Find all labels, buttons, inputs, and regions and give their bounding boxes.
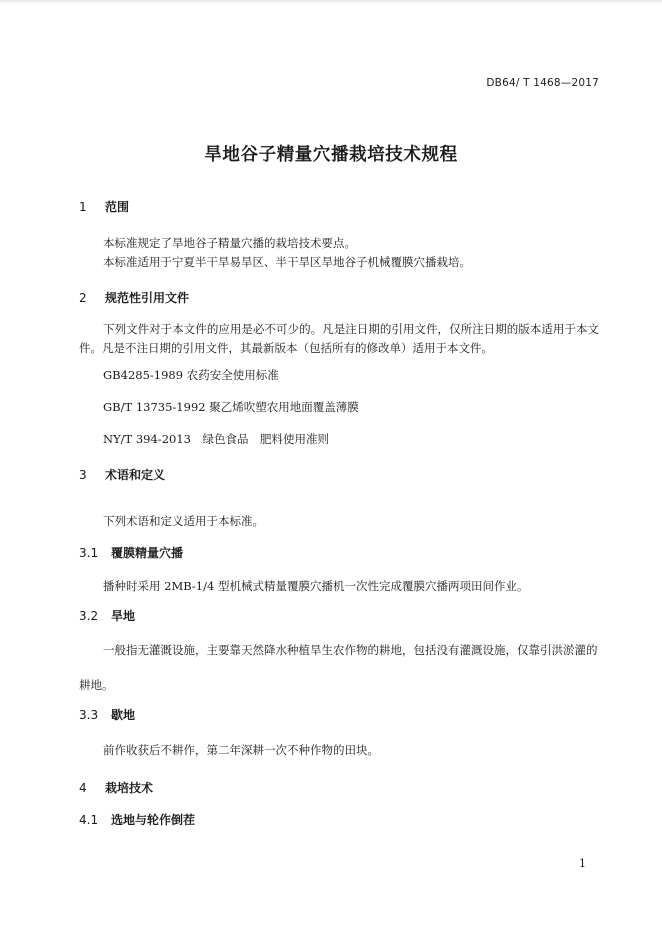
section-number: 1 xyxy=(79,200,87,214)
definition-3-2-line-2: 耕地。 xyxy=(79,678,114,692)
reference-intro-paragraph: 下列文件对于本文件的应用是必不可少的。凡是注日期的引用文件，仅所注日期的版本适用于本文件。凡是不注日期的引用文件，其最新版本（包括所有的修改单）适用于本文件。 xyxy=(79,322,599,355)
reference-item-2: GB/T 13735-1992 聚乙烯吹塑农用地面覆盖薄膜 xyxy=(103,400,359,414)
section-title: 歇地 xyxy=(111,708,136,722)
section-title: 覆膜精量穴播 xyxy=(111,546,184,560)
reference-item-3: NY/T 394-2013 绿色食品 肥料使用准则 xyxy=(103,432,329,446)
definition-3-2-line-1: 一般指无灌溉设施，主要靠天然降水种植旱生农作物的耕地，包括没有灌溉设施，仅靠引洪淤灌的 xyxy=(103,643,598,657)
section-heading-3-3 xyxy=(79,706,135,723)
section-heading-3-1 xyxy=(79,544,183,561)
section-heading-1 xyxy=(79,198,129,215)
section-number: 3 xyxy=(79,468,87,482)
section-number: 3.2 xyxy=(79,609,99,623)
section-title: 规范性引用文件 xyxy=(105,291,190,305)
section-title: 栽培技术 xyxy=(105,781,154,795)
section-number: 2 xyxy=(79,291,87,305)
standard-code: DB64/ T 1468—2017 xyxy=(486,77,599,89)
section-number: 4 xyxy=(79,781,87,795)
section-heading-2 xyxy=(79,289,189,306)
section-heading-3 xyxy=(79,466,165,483)
reference-item-1: GB4285-1989 农药安全使用标准 xyxy=(103,368,279,382)
document-title: 旱地谷子精量穴播栽培技术规程 xyxy=(204,145,458,165)
definition-3-1: 播种时采用 2MB-1/4 型机械式精量覆膜穴播机一次性完成覆膜穴播两项田间作业。 xyxy=(103,579,529,593)
page-number: 1 xyxy=(579,857,586,870)
section-title: 旱地 xyxy=(111,609,136,623)
section-heading-4-1 xyxy=(79,811,195,828)
terms-intro-paragraph: 下列术语和定义适用于本标准。 xyxy=(103,514,264,528)
scan-edge-shadow xyxy=(0,0,662,4)
section-heading-3-2 xyxy=(79,607,135,624)
section-title: 选地与轮作倒茬 xyxy=(111,813,196,827)
section-number: 3.1 xyxy=(79,546,99,560)
definition-3-3: 前作收获后不耕作，第二年深耕一次不种作物的田块。 xyxy=(103,743,379,757)
section-number: 3.3 xyxy=(79,708,99,722)
section-heading-4 xyxy=(79,779,153,796)
scope-paragraph-1: 本标准规定了旱地谷子精量穴播的栽培技术要点。 xyxy=(103,236,356,250)
scope-paragraph-2: 本标准适用于宁夏半干旱易旱区、半干旱区旱地谷子机械覆膜穴播栽培。 xyxy=(103,255,471,269)
section-number: 4.1 xyxy=(79,813,99,827)
section-title: 术语和定义 xyxy=(105,468,166,482)
section-title: 范围 xyxy=(105,200,130,214)
